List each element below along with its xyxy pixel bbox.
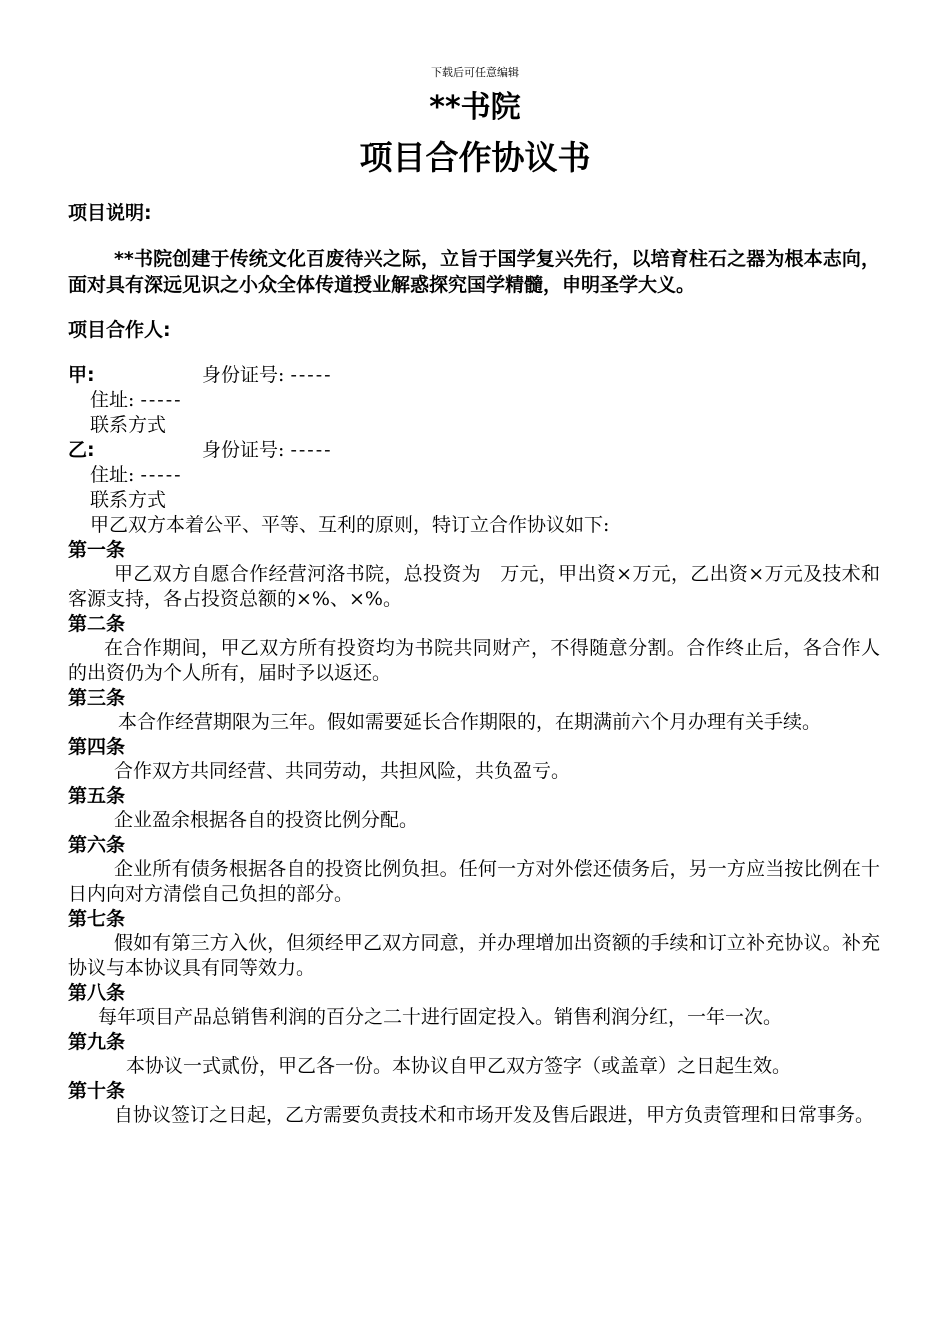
article-title: 第一条 [68,539,126,561]
article-title: 第六条 [68,834,126,856]
party-a-line [68,363,880,388]
article-text: 合作双方共同经营、共同劳动，共担风险，共负盈亏。 [114,760,571,782]
party-b-contact-label: 联系方式 [90,489,167,511]
party-a-id-value: ----- [290,364,333,386]
party-a-address [68,388,880,413]
article-title: 第十条 [68,1080,126,1102]
article-title: 第五条 [68,785,126,807]
party-b-address [68,463,880,488]
article-text: 企业盈余根据各自的投资比例分配。 [114,809,419,831]
article-text: 假如有第三方入伙，但须经甲乙双方同意，并办理增加出资额的手续和订立补充协议。补充协议与本协议具有同等效力。 [68,932,880,979]
party-b-id-value: ----- [290,439,333,461]
article-text: 甲乙双方自愿合作经营河洛书院，总投资为 万元，甲出资×万元，乙出资×万元及技术和客源支持，各占投资总额的×%、×%。 [68,563,880,610]
party-a-address-label: 住址: [90,389,135,411]
party-b-id-label: 身份证号: [202,439,285,461]
document-title: 项目合作协议书 [359,138,591,177]
party-a-label: 甲: [68,364,95,386]
article-title: 第四条 [68,736,126,758]
party-b-address-value: ----- [140,464,183,486]
document-body [68,201,880,1128]
agreement-preamble: 甲乙双方本着公平、平等、互利的原则，特订立合作协议如下: [90,514,610,536]
article-text: 在合作期间，甲乙双方所有投资均为书院共同财产，不得随意分割。合作终止后，各合作人的出资仍为个人所有，届时予以返还。 [68,637,880,684]
party-a-address-value: ----- [140,389,183,411]
project-description-text: **书院创建于传统文化百废待兴之际，立旨于国学复兴先行，以培育柱石之器为根本志向，面对具有深远见识之小众全体传道授业解惑探究国学精髓，申明圣学大义。 [68,248,880,296]
article-text: 企业所有债务根据各自的投资比例负担。任何一方对外偿还债务后，另一方应当按比例在十日内向对方清偿自己负担的部分。 [68,858,880,905]
party-b-line [68,438,880,463]
partners-heading: 项目合作人: [68,319,171,341]
party-b-address-label: 住址: [90,464,135,486]
document-title-org: **书院 [429,90,521,125]
header-note: 下载后可任意编辑 [431,66,519,79]
article-title: 第二条 [68,613,126,635]
party-a-contact-label: 联系方式 [90,414,167,436]
project-description-heading: 项目说明: [68,202,152,224]
article-text: 本协议一式贰份，甲乙各一份。本协议自甲乙双方签字（或盖章）之日起生效。 [126,1055,792,1077]
party-a-id-label: 身份证号: [202,364,285,386]
article-text: 自协议签订之日起，乙方需要负责技术和市场开发及售后跟进，甲方负责管理和日常事务。 [114,1104,875,1126]
article-title: 第七条 [68,908,126,930]
article-title: 第三条 [68,687,126,709]
article-text: 每年项目产品总销售利润的百分之二十进行固定投入。销售利润分红，一年一次。 [98,1006,783,1028]
article-text: 本合作经营期限为三年。假如需要延长合作期限的，在期满前六个月办理有关手续。 [118,711,822,733]
article-title: 第九条 [68,1031,126,1053]
article-title: 第八条 [68,982,126,1004]
party-b-label: 乙: [68,439,95,461]
